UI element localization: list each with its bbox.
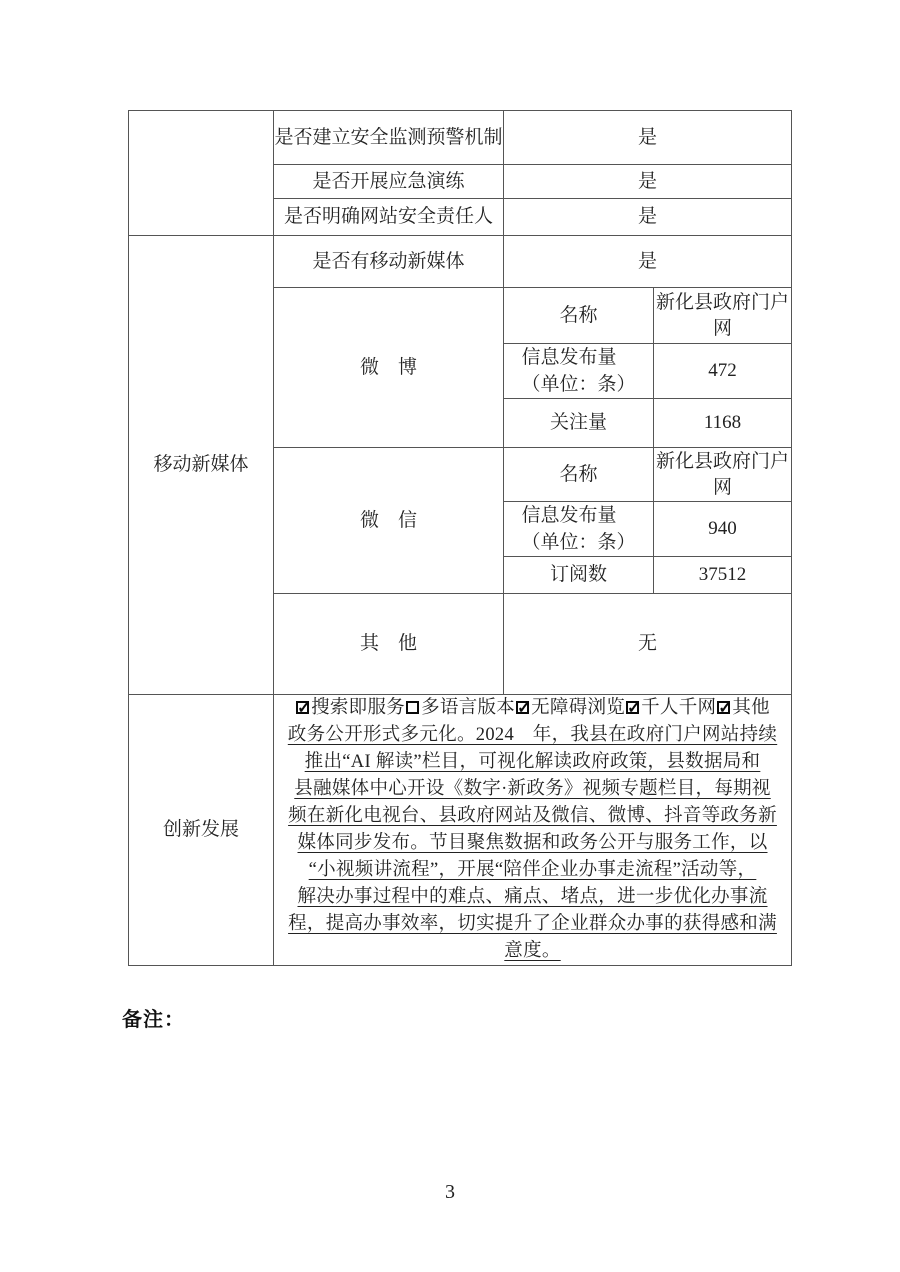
has-mobile-media-label: 是否有移动新媒体	[274, 236, 504, 288]
checkbox-label: 多语言版本	[421, 698, 516, 718]
innovation-text-line: 意度。	[504, 941, 561, 961]
innovation-text-line: 政务公开形式多元化。2024 年，我县在政府门户网站持续	[287, 725, 778, 745]
posts-label-line2: （单位：条）	[521, 374, 636, 395]
checkbox-icon	[296, 701, 309, 714]
weibo-label: 微 博	[274, 288, 504, 448]
security-answer-value: 是	[504, 111, 792, 165]
wechat-subscribers-label: 订阅数	[504, 557, 654, 594]
wechat-label: 微 信	[274, 448, 504, 594]
weibo-followers-label: 关注量	[504, 399, 654, 448]
innovation-content-cell	[274, 695, 792, 966]
security-question-label: 是否建立安全监测预警机制	[274, 111, 504, 165]
checkbox-label: 千人千网	[641, 698, 717, 718]
annual-report-table	[128, 110, 792, 966]
checkbox-icon	[516, 701, 529, 714]
remark-label: 备注：	[122, 1009, 185, 1031]
wechat-name-value: 新化县政府门户网	[654, 448, 792, 502]
innovation-text-line: 县融媒体中心开设《数字·新政务》视频专题栏目，每期视	[294, 779, 771, 799]
page-number: 3	[445, 1181, 455, 1203]
table-row	[129, 236, 792, 288]
security-answer-value: 是	[504, 165, 792, 199]
checkbox-icon	[626, 701, 639, 714]
innovation-text-line: 解决办事过程中的难点、痛点、堵点，进一步优化办事流	[297, 887, 768, 907]
checkbox-label: 无障碍浏览	[531, 698, 626, 718]
checkbox-label: 搜索即服务	[311, 698, 406, 718]
posts-label-line1: 信息发布量	[521, 505, 617, 526]
weibo-followers-value: 1168	[654, 399, 792, 448]
innovation-text-line: “小视频讲流程”，开展“陪伴企业办事走流程”活动等，	[308, 860, 757, 880]
weibo-posts-value: 472	[654, 344, 792, 399]
posts-label-line2: （单位：条）	[521, 532, 636, 553]
innovation-section-label: 创新发展	[129, 695, 274, 966]
innovation-text-line: 推出“AI 解读”栏目，可视化解读政府政策，县数据局和	[304, 752, 761, 772]
table-row	[129, 111, 792, 165]
table-row	[129, 695, 792, 966]
weibo-posts-label	[504, 344, 654, 399]
security-section-empty-cell	[129, 111, 274, 236]
other-media-value: 无	[504, 594, 792, 695]
security-answer-value: 是	[504, 199, 792, 236]
checkbox-label: 其他	[732, 698, 770, 718]
innovation-text-line: 频在新化电视台、县政府网站及微信、微博、抖音等政务新	[288, 806, 777, 826]
innovation-checkbox-line	[274, 695, 791, 722]
innovation-text-line: 程，提高办事效率，切实提升了企业群众办事的获得感和满	[288, 914, 777, 934]
has-mobile-media-value: 是	[504, 236, 792, 288]
weibo-name-label: 名称	[504, 288, 654, 344]
other-media-label: 其 他	[274, 594, 504, 695]
checkbox-icon	[717, 701, 730, 714]
wechat-subscribers-value: 37512	[654, 557, 792, 594]
checkbox-icon	[406, 701, 419, 714]
innovation-text-line: 媒体同步发布。节目聚焦数据和政务公开与服务工作，以	[297, 833, 768, 853]
posts-label-line1: 信息发布量	[521, 347, 617, 368]
mobile-media-section-label: 移动新媒体	[129, 236, 274, 695]
security-question-label: 是否开展应急演练	[274, 165, 504, 199]
security-question-label: 是否明确网站安全责任人	[274, 199, 504, 236]
wechat-posts-value: 940	[654, 502, 792, 557]
weibo-name-value: 新化县政府门户网	[654, 288, 792, 344]
wechat-posts-label	[504, 502, 654, 557]
wechat-name-label: 名称	[504, 448, 654, 502]
